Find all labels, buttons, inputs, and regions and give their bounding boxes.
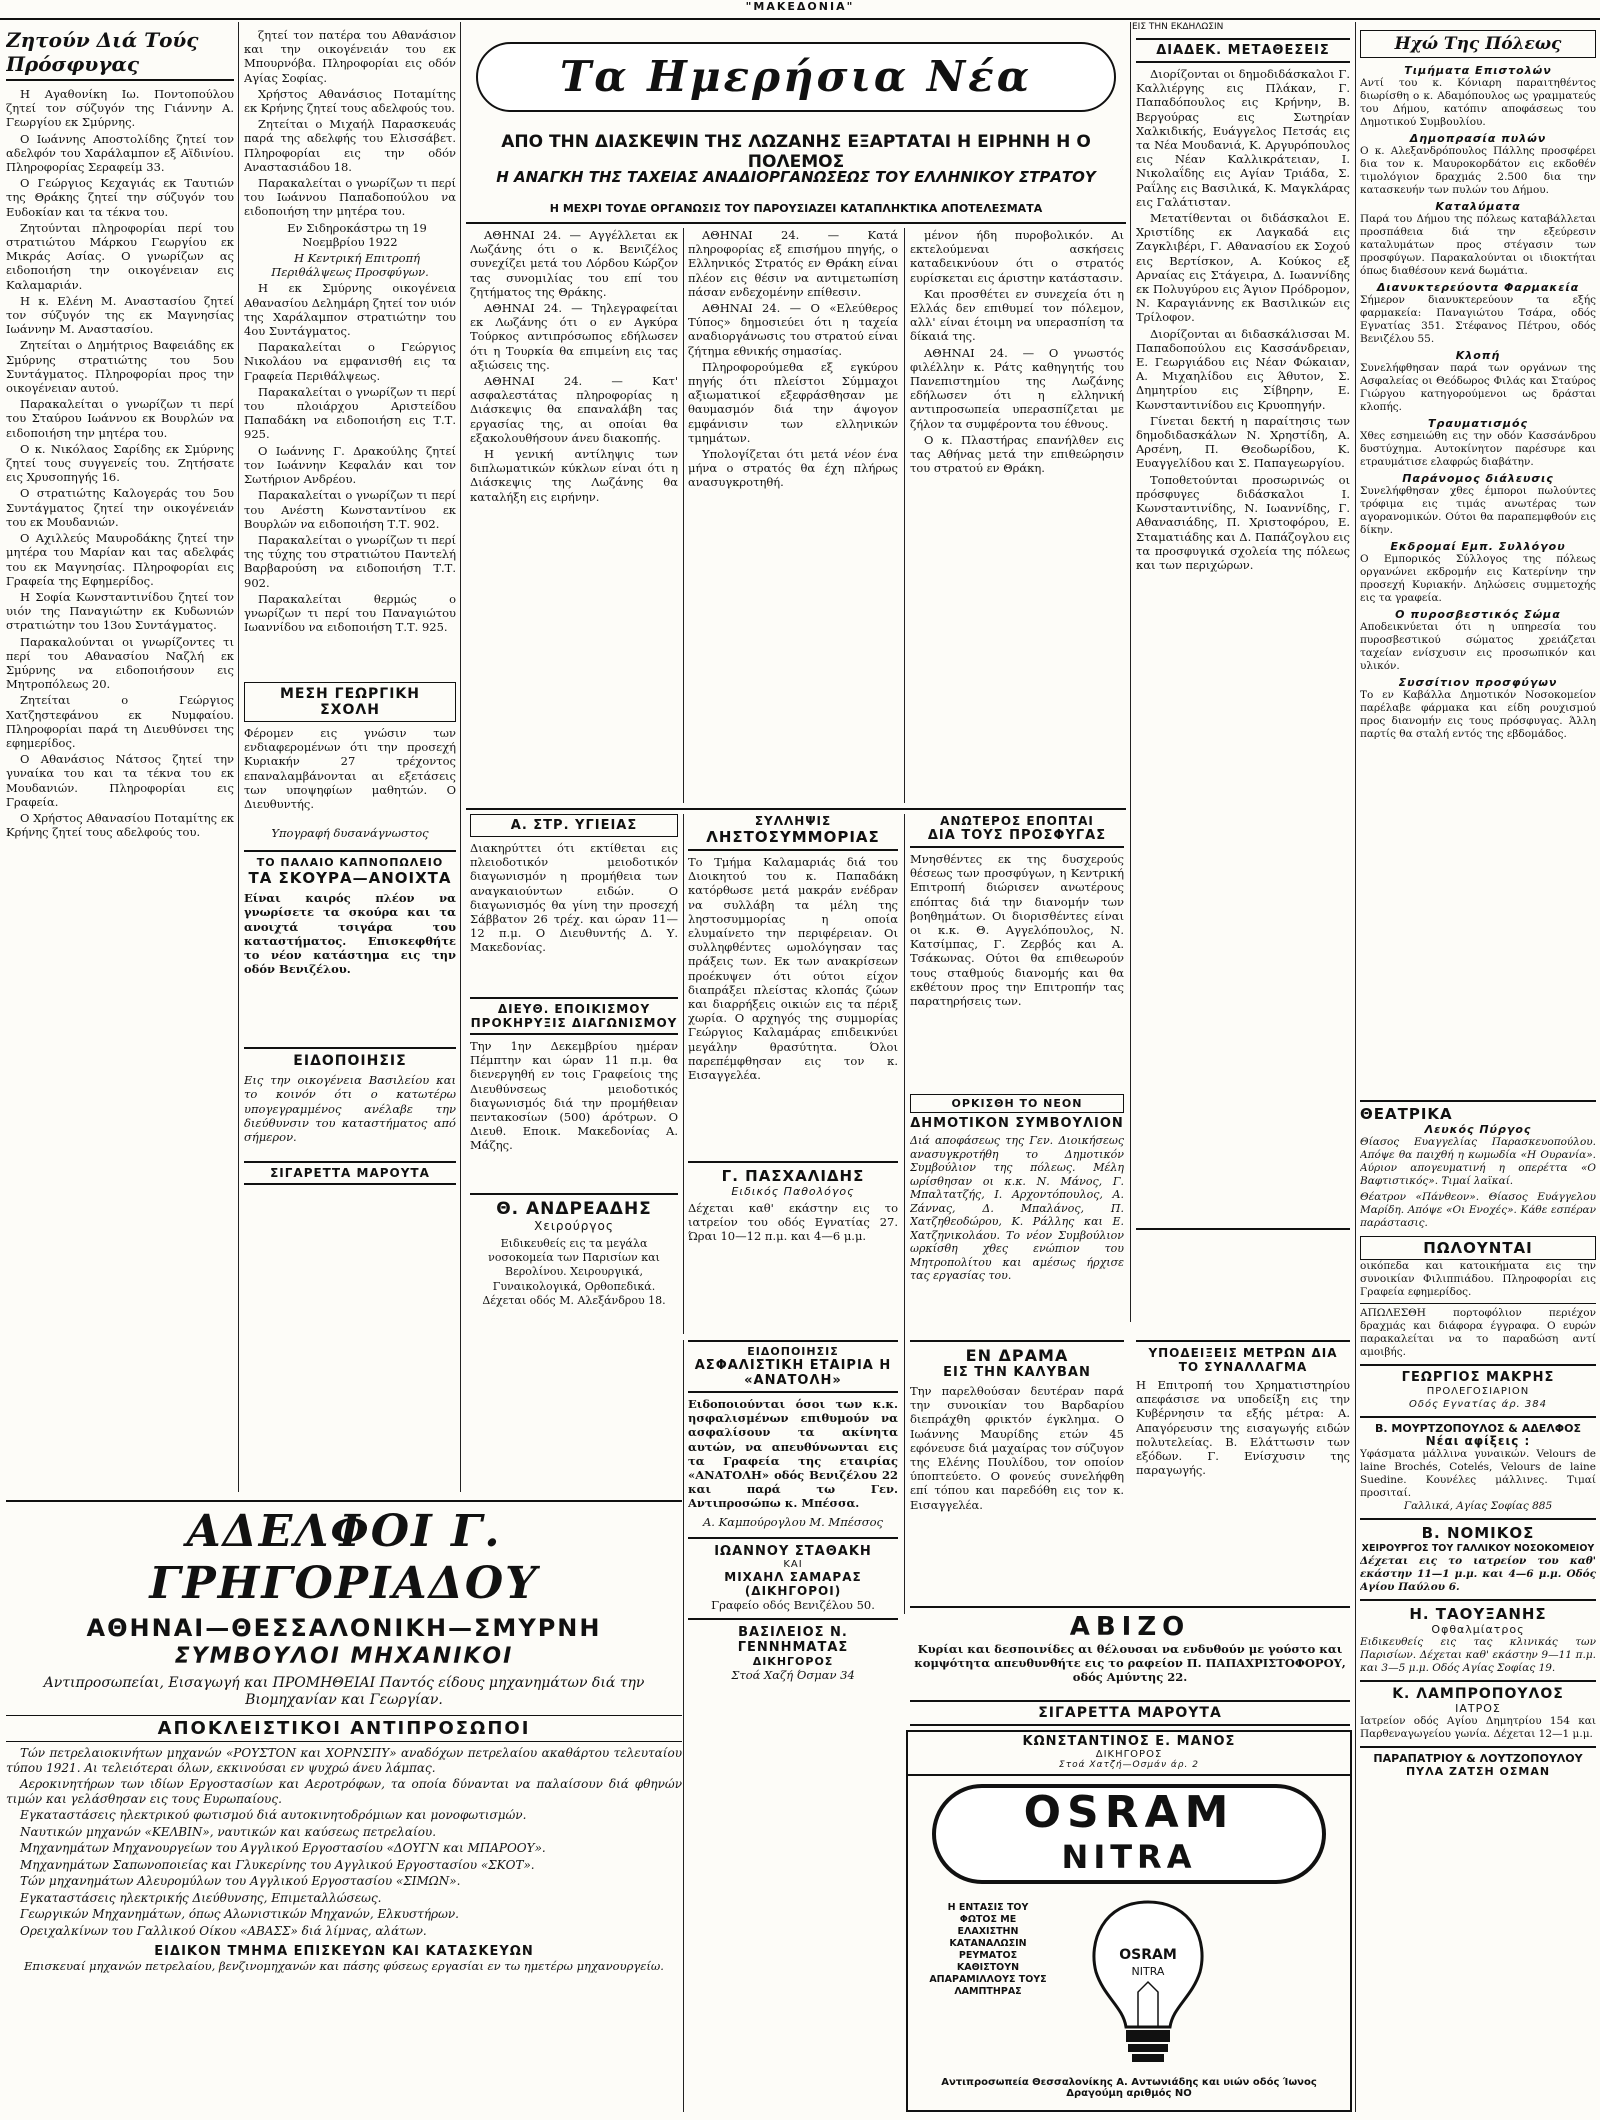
doctor2-text: Δέχεται καθ' εκάστην εις το ιατρείον του οδός Εγνατίας 27. Ώραι 10—12 π.μ. και 4—6 μ.μ. (688, 1201, 898, 1244)
news-paragraph: ΑΘΗΝΑΙ 24. — Ο γνωστός φιλέλλην κ. Ράτς καθηγητής του Πανεπιστημίου της Λωζάνης εδήλωσεν ότι η ελληνική αντιπροσωπεία υπερασπίζεται με ζήλον τα συμφέροντα του έθνους. (910, 345, 1124, 431)
echo-section-text: Συνελήφθησαν χθες έμποροι πωλούντες τρόφιμα εις τιμάς ανωτέρας των αγορανομικών. Ούτοι θα παραπεμφθούν εις δίκην. (1360, 485, 1596, 536)
doctor2-subheading: Ειδικός Παθολόγος (731, 1185, 855, 1198)
nomikos-heading: Β. ΝΟΜΙΚΟΣ (1360, 1518, 1596, 1542)
transfer-paragraph: Τοποθετούνται προσωρινώς οι πρόσφυγες διδάσκαλοι Ι. Κωνσταντινίδης, Ν. Ιωαννίδης, Γ. Αθανασιάδης, Π. Χριστοφόρου, Ε. Σταματιάδης και Δ. Παπάζογλου εις τα προσφυγικά σχολεία της πόλεως και των περιχώρων. (1136, 472, 1350, 572)
supply-text: Την 1ην Δεκεμβρίου ημέραν Πέμπτην και ώραν 11 π.μ. θα διενεργηθή εν τοις Γραφείοις της Διευθύνσεως μειοδοτικός διαγωνισμός διά την προμήθειαν πεντακοσίων (500) άρότρων. Ο Διευθ. Εποικ. Μακεδονίας Α. Μάζης. (470, 1039, 678, 1153)
lost-notice: ΑΠΩΛΕΣΘΗ πορτοφόλιον περιέχον δραχμάς και διάφορα έγγραφα. Ο ευρών παρακαλείται να το παραδώση αντί αμοιβής. (1360, 1303, 1596, 1359)
echo-section-text: Αντί του κ. Κόνιαρη παραιτηθέντος διωρίσθη ο κ. Αδαμόπουλος ως γραμματεύς του Δήμου, κατόπιν αποφάσεως του Δημοτικού Συμβουλίου. (1360, 77, 1596, 128)
transfer-paragraph: Γίνεται δεκτή η παραίτησις των δημοδιδασκάλων Ν. Χρηστίδη, Α. Αρσένη, Π. Θεοδωρίδου, Κ. Ευαγγελίδου και Σ. Παπαγεωργίου. (1136, 413, 1350, 471)
sale-text: οικόπεδα και κατοικήματα εις την συνοικίαν Φιλιππιάδου. Πληροφορίαι εις Γραφεία εφημερίδος. (1360, 1260, 1596, 1298)
nomikos-subheading: ΧΕΙΡΟΥΡΓΟΣ ΤΟΥ ΓΑΛΛΙΚΟΥ ΝΟΣΟΚΟΜΕΙΟΥ (1361, 1543, 1595, 1554)
notice-paragraph: Παρακαλείται ο γνωρίζων τι περί του Ιωάννου Παπαδοπούλου να ειδοποιήση την μητέρα του. (244, 176, 456, 219)
lawyer-address: Γραφείο οδός Βενιζέλου 50. (711, 1597, 875, 1612)
grigoriadou-item: Εγκαταστάσεις ηλεκτρικού φωτισμού διά αυτοκινητοδρόμιων και μονοφωτισμών. (20, 1808, 527, 1822)
news-paragraph: μένον ήδη πυροβολικόν. Αι εκτελούμεναι ασκήσεις καταδεικνύουν ότι ο στρατός ευρίσκεται εις άριστην κατάστασιν. (910, 228, 1124, 285)
manos-heading: ΚΩΝΣΤΑΝΤΙΝΟΣ Ε. ΜΑΝΟΣ (1022, 1734, 1236, 1749)
lightbulb-icon (1068, 1892, 1228, 2072)
top-strip (0, 0, 1600, 20)
grigoriadou-exclusive: ΑΠΟΚΛΕΙΣΤΙΚΟΙ ΑΝΤΙΠΡΟΣΩΠΟΙ (6, 1715, 682, 1742)
news-paragraph: Και προσθέτει εν συνεχεία ότι η Ελλάς δεν επιθυμεί τον πόλεμον, αλλ' είναι έτοιμη να υπερασπίση τα δίκαιά της. (910, 286, 1124, 344)
doctor-heading: Θ. ΑΝΔΡΕΑΔΗΣ (470, 1193, 678, 1219)
avizo-heading: ΑΒΙΖΟ (1069, 1612, 1191, 1642)
grigoriadou-item: Τών μηχανημάτων Αλευρομύλων του Αγγλικού Εργοστασίου «ΣΙΜΩΝ». (20, 1874, 461, 1888)
lawyer-name-3: ΒΑΣΙΛΕΙΟΣ Ν. ΓΕΝΝΗΜΑΤΑΣ (688, 1618, 898, 1655)
council-story (910, 1094, 1124, 1334)
notice-paragraph: Η Σοφία Κωνσταντινίδου ζητεί τον υιόν της Παναγιώτην εκ Κυδωνιών στρατιώτην του 13ου Συντάγματος. (6, 589, 234, 633)
echo-section-title: Καταλύματα (1435, 200, 1521, 213)
city-echo-column (1360, 30, 1596, 2115)
mourtzopoulos-address: Γαλλικά, Αγίας Σοφίας 885 (1403, 1500, 1553, 1512)
echo-section-title: Παράνομος διάλευσις (1402, 472, 1554, 485)
grigoriadou-item: Τών πετρελαιοκινήτων μηχανών «ΡΟΥΣΤΟΝ και ΧΟΡΝΣΠΥ» αναδόχων πετρελαίου ακαθάρτου τελευταίου τύπου 1921. Αι τελειότεραι όλων, εκκινούσαι εν ψυχρώ άνευ λάμπας. (6, 1746, 682, 1775)
council-heading-top: ΟΡΚΙΣΘΗ ΤΟ ΝΕΟΝ (910, 1094, 1124, 1113)
transfer-paragraph: Διορίζονται οι δημοδιδάσκαλοι Γ. Καλλιέργης εις Πλάκαν, Γ. Παπαδόπουλος εις Κρήνην, Β. Βεργούρας εις Σωτηρίαν Χαλκιδικής, Ευάγγελος Πετσάς εις τα Νέα Μουδανιά, Κ. Αργυρόπουλος εις Νέαν Καλλικράτειαν, Ι. Νικολαΐδης εις Αγίαν Τριάδα, Σ. Ραΐλης εις Βασιλικά, Κ. Μαγκλάρας εις Γαλάτισταν. (1136, 67, 1350, 209)
column-divider (904, 814, 905, 1614)
notice-paragraph: Ο Χρήστος Αθανασίου Ποταμίτης εκ Κρήνης ζητεί τους αδελφούς του. (6, 810, 234, 840)
insurance-top: ΕΙΔΟΠΟΙΗΣΙΣ (688, 1340, 898, 1358)
grigoriadou-item: Μηχανημάτων Σαπωνοποιείας και Γλυκερίνης του Αγγλικού Εργοστασίου «ΣΚΟΤ». (20, 1857, 535, 1872)
notice-paragraph: Ζητείται ο Γεώργιος Χατζηστεφάνου εκ Νυμφαίου. Πληροφορίαι παρά τη Διευθύνσει της εφημερίδος. (6, 693, 234, 750)
manos-title: ΔΙΚΗΓΟΡΟΣ (1095, 1749, 1163, 1760)
notice-paragraph: Η κ. Ελένη Μ. Αναστασίου ζητεί τον σύζυγόν της εκ Μαγνησίας Ιωάννην Μ. Αναστασίου. (6, 293, 234, 337)
drama-story-main (910, 1340, 1124, 1600)
doctor-subheading: Χειρούργος (534, 1219, 614, 1233)
echo-section-title: Διανυκτερεύοντα Φαρμακεία (1376, 281, 1580, 294)
notice-paragraph: Παρακαλείται θερμώς ο γνωρίζων τι περί του Παναγιώτου Ιωαννίδου να ειδοποιήση Τ.Τ. 925. (244, 591, 456, 635)
news-column-3 (910, 228, 1124, 803)
measures-heading: ΥΠΟΔΕΙΞΕΙΣ ΜΕΤΡΩΝ ΔΙΑ ΤΟ ΣΥΝΑΛΛΑΓΜΑ (1136, 1340, 1350, 1374)
grigoriadou-item: Ορειχαλκίνων του Γαλλικού Οίκου «ΑΒΑΣΣ» διά λίμνας, αλάτων. (20, 1923, 427, 1938)
avizo-ad (910, 1606, 1350, 1696)
notice-paragraph: Ο Αθανάσιος Νάτσος ζητεί την γυναίκα του και τα τέκνα του εκ Μουδανιών. Πληροφορίαι εις Γραφεία. (6, 752, 234, 809)
osram-model: NITRA (1061, 1838, 1197, 1876)
news-paragraph: ΑΘΗΝΑΙ 24. — Κατ' ασφαλεστάτας πληροφορίας η Διάσκεψις θα επαναλάβη τας εργασίας της, αι οποίαι θα εξακολουθήσουν άνευ διακοπής. (470, 374, 678, 445)
cigarette-ad-2: ΣΙΓΑΡΕΤΤΑ ΜΑΡΟΥΤΑ (910, 1700, 1350, 1726)
grigoriadou-item: Εγκαταστάσεις ηλεκτρικής Διεύθυνσης, Επιμεταλλώσεως. (20, 1890, 382, 1905)
nomikos-text: Δέχεται εις το ιατρείον του καθ' εκάστην 11—1 μ.μ. και 4—6 μ.μ. Οδός Αγίου Παύλου 6. (1360, 1555, 1596, 1593)
grigoriadou-subtitle: ΣΥΜΒΟΥΛΟΙ ΜΗΧΑΝΙΚΟΙ (174, 1644, 514, 1669)
tertiary-headline: Η ΜΕΧΡΙ ΤΟΥΔΕ ΟΡΓΑΝΩΣΙΣ ΤΟΥ ΠΑΡΟΥΣΙΑΖΕΙ ΚΑΤΑΠΛΗΚΤΙΚΑ ΑΠΟΤΕΛΕΣΜΑΤΑ (549, 202, 1043, 215)
notice-sign: Η Κεντρική Επιτροπή Περιθάλψεως Προσφύγων. (271, 251, 429, 280)
shop-text: Είναι καιρός πλέον να γνωρίσετε τα σκούρα και τα ανοιχτά τσιγάρα του καταστήματος. Επισκεφθήτε το νέον κατάστημα εις την οδόν Βενιζέλου. (244, 891, 456, 977)
echo-section-text: Αποδεικνύεται ότι η υπηρεσία του πυροσβεστικού σώματος χρειάζεται ταχείαν ενίσχυσιν εις προσωπικόν και υλικόν. (1360, 621, 1596, 672)
echo-section-text: Ο Εμπορικός Σύλλογος της πόλεως οργανώνει εκδρομήν εις Κατερίνην την προσεχή Κυριακήν. Δηλώσεις συμμετοχής εις τα γραφεία. (1360, 553, 1596, 604)
transfers-heading: ΔΙΑΔΕΚ. ΜΕΤΑΘΕΣΕΙΣ (1136, 38, 1350, 63)
top-strip-title: "ΜΑΚΕΔΟΝΙΑ" (745, 0, 855, 13)
doctor-text: Ειδικευθείς εις τα μεγάλα νοσοκομεία των Παρισίων και Βερολίνου. Χειρουργικά, Γυναικολογικά, Ορθοπεδικά. Δέχεται οδός Μ. Αλεξάνδρου 18. (482, 1237, 666, 1307)
echo-section-text: Παρά του Δήμου της πόλεως καταβάλλεται προσπάθεια διά την εξεύρεσιν καταλυμάτων προς στέγασιν των προσφύγων. Παρακαλούνται οι ιδιοκτήται όπως διαθέσουν κενά δωμάτια. (1360, 213, 1596, 277)
notice-date: Εν Σιδηροκάστρω τη 19 Νοεμβρίου 1922 (287, 220, 427, 249)
council-heading: ΔΗΜΟΤΙΚΟΝ ΣΥΜΒΟΥΛΙΟΝ (910, 1116, 1124, 1131)
insurance-sign: Α. Καμπούρογλου Μ. Μπέσσος (703, 1514, 883, 1529)
grigoriadou-ad (6, 1506, 682, 2112)
theatre-text-2: Θέατρον «Πάνθεον». Θίασος Ευάγγελου Μαρίδη. Απόψε «Οι Ενοχές». Κάθε εσπέραν παράστασις. (1360, 1191, 1596, 1229)
notice-paragraph: Ο Αχιλλεύς Μαυροδάκης ζητεί την μητέρα του Μαρίαν και τας αδελφάς του εκ Μαγνησίας. Πληροφορίαι εις Γραφεία της Εφημερίδος. (6, 531, 234, 588)
theatre-heading: ΘΕΑΤΡΙΚΑ (1360, 1100, 1596, 1123)
column-divider (1355, 22, 1356, 2112)
news-paragraph: Υπολογίζεται ότι μετά νέον ένα μήνα ο στρατός θα έχη πλήρως ανασυγκροτηθή. (688, 447, 898, 490)
section-rule (1136, 1228, 1350, 1230)
news-paragraph: Η γενική αντίληψις των διπλωματικών κύκλων είναι ότι η Διάσκεψις της Λωζάνης θα καταλήξη εις ειρήνην. (470, 447, 678, 504)
theatre-text: Θίασος Ευαγγελίας Παρασκευοπούλου. Απόψε θα παιχθή η κωμωδία «Η Ουρανία». Αύριον απογευματινή η οπερέττα «Ο Βαφτιστικός». Τιμαί λαϊκαί. (1360, 1136, 1596, 1187)
drama-text: Την παρελθούσαν δευτέραν παρά την συνοικίαν του Βαρδαρίου διεπράχθη φρικτόν έγκλημα. Ο Ιωάννης Μαυρίδης ετών 45 εφόνευσε διά μαχαίρας τον σύζυγον της Ελένης Πουλίδου, τον οποίον ύποπτεύετο. Ο φονεύς συνελήφθη επί τόπου και παρεδόθη εις τον κ. Εισαγγελέα. (910, 1384, 1124, 1512)
lampropoulos-subheading: ΙΑΤΡΟΣ (1455, 1702, 1501, 1715)
theatre-subheading: Λευκός Πύργος (1424, 1123, 1532, 1136)
taouxanis-text: Ειδικευθείς εις τας κλινικάς των Παρισίων. Δέχεται καθ' εκάστην 9—11 π.μ. και 3—5 μ.μ. Οδός Αγίας Σοφίας 19. (1360, 1636, 1596, 1674)
health-notice (470, 814, 678, 1334)
echo-section-title: Τιμήματα Επιστολών (1404, 64, 1552, 77)
osram-brand: OSRAM (1023, 1787, 1235, 1838)
insurance-ad (688, 1340, 898, 1780)
measures-story (1136, 1340, 1350, 1590)
notice-paragraph: Η Αγαθονίκη Ιω. Ποντοπούλου ζητεί τον σύζυγόν της Γιάννην Α. Γεωργίου εκ Σμύρνης. (6, 87, 234, 130)
health-heading: Α. ΣΤΡ. ΥΓΙΕΙΑΣ (470, 814, 678, 837)
taouxanis-subheading: Οφθαλμίατρος (1431, 1623, 1525, 1636)
refugee-notices (6, 87, 234, 839)
lawyer-3-title: ΔΙΚΗΓΟΡΟΣ (752, 1655, 834, 1669)
column-divider (683, 1340, 684, 2112)
headline-rule (466, 222, 1126, 224)
grigoriadou-line: Αντιπροσωπείαι, Εισαγωγή και ΠΡΟΜΗΘΕΙΑΙ Παντός είδους μηχανημάτων διά την Βιομηχανίαν και Γεωργίαν. (43, 1675, 645, 1708)
echo-section-title: Ο πυροσβεστικός Σώμα (1395, 608, 1561, 621)
osram-ad (906, 1730, 1352, 2112)
notice-paragraph: Παρακαλούνται οι γνωρίζοντες τι περί του Αθανασίου Ναζλή εκ Σμύρνης να ειδοποιήσουν εις Μητροπόλεως 20. (6, 634, 234, 692)
arrest-heading-top: ΣΥΛΛΗΨΙΣ (754, 814, 832, 828)
echo-section-text: Συνελήφθησαν παρά των οργάνων της Ασφαλείας οι Θεόδωρος Φιλάς και Σταύρος Γιώργου κατηγορούμενοι ως δράσται κλοπής. (1360, 362, 1596, 413)
transfer-paragraph: Διορίζονται αι διδασκάλισσαι Μ. Παπαδοπούλου εις Κασσάνδρειαν, Ε. Γεωργιάδου εις Νέαν Φώκαιαν, Α. Μιχαηλίδου εις Άθυτον, Σ. Δημητρίου εις Σίβηρην, Ε. Κωνσταντινίδου εις Κρυοπηγήν. (1136, 326, 1350, 412)
news-paragraph: ΑΘΗΝΑΙ 24. — Ο «Ελεύθερος Τύπος» δημοσιεύει ότι η ταχεία αναδιοργάνωσις του στρατού είναι ζήτημα εθνικής σημασίας. (688, 301, 898, 358)
grigoriadou-item: Γεωργικών Μηχανημάτων, όπως Αλωνιστικών Μηχανών, Ελκυστήρων. (20, 1907, 459, 1921)
notice-paragraph: Παρακαλείται ο γνωρίζων τι περί της τύχης του στρατιώτου Παντελή Βαρβαρούση να ειδοποιήση Τ.Τ. 902. (244, 532, 456, 590)
supply-heading: ΔΙΕΥΘ. ΕΠΟΙΚΙΣΜΟΥ ΠΡΟΚΗΡΥΞΙΣ ΔΙΑΓΩΝΙΣΜΟΥ (470, 997, 678, 1035)
manos-address: Στοά Χατζή—Οσμάν άρ. 2 (1059, 1760, 1199, 1770)
grigoriadou-title: ΑΔΕΛΦΟΙ Γ. ΓΡΗΓΟΡΙΑΔΟΥ (149, 1506, 539, 1609)
notice-paragraph: Ζητείται ο Μιχαήλ Παρασκευάς παρά της αδελφής του Ελισσάβετ. Πληροφορίαι εις την οδόν Αναστασιάδου 18. (244, 117, 456, 174)
transfer-paragraph: Μετατίθενται οι διδάσκαλοι Ε. Χριστίδης εκ Λαγκαδά εις Ζαγκλιβέρι, Γ. Αθανασίου εκ Σοχού εις Βερτίσκον, Α. Κούκος εξ Αρναίας εις Στάγειρα, Δ. Ιωαννίδης εκ Πολυγύρου εις Άγιον Πρόδρομον, Ν. Καραγιάννης εκ Βασιλικών εις Τρίλοφον. (1136, 211, 1350, 325)
news-paragraph: ΑΘΗΝΑΙ 24. — Αγγέλλεται εκ Λωζάνης ότι ο κ. Βενιζέλος συνεχίζει μετά του Λόρδου Κώρζον τας συνομιλίας του επί του ζητήματος της Θράκης. (470, 228, 678, 299)
column-divider (238, 22, 239, 1492)
osram-brand-box (932, 1784, 1326, 1884)
section-rule (466, 808, 1126, 810)
parapatriou-subheading: ΠΥΛΑ ΖΑΤΣΗ ΟΣΜΑΝ (1405, 1765, 1551, 1778)
newspaper-title: Τα Ημερήσια Νέα (559, 52, 1033, 101)
lawyer-name-2: ΜΙΧΑΗΛ ΣΑΜΑΡΑΣ (ΔΙΚΗΓΟΡΟΙ) (724, 1569, 862, 1598)
refugee-column (6, 28, 234, 1493)
grigoriadou-footer: ΕΙΔΙΚΟΝ ΤΜΗΜΑ ΕΠΙΣΚΕΥΩΝ ΚΑΙ ΚΑΤΑΣΚΕΥΩΝ (154, 1944, 534, 1959)
lawyer-3-address: Στοά Χαζή Όσμαν 34 (731, 1668, 855, 1683)
insurance-heading: ΑΣΦΑΛΙΣΤΙΚΗ ΕΤΑΙΡΙΑ Η «ΑΝΑΤΟΛΗ» (688, 1358, 898, 1393)
insurance-text: Ειδοποιούνται όσοι των κ.κ. ησφαλισμένων επιθυμούν να ασφαλίσουν τα ακίνητα αυτών, να απευθύνωνται εις τα Γραφεία της εταιρίας «ΑΝΑΤΟΛΗ» οδός Βενιζέλου 22 και παρά τω Γεν. Αντιπροσώπω κ. Μπέσσα. (688, 1397, 898, 1511)
school-heading: ΜΕΣΗ ΓΕΩΡΓΙΚΗ ΣΧΟΛΗ (244, 682, 456, 722)
doctor2-heading: Γ. ΠΑΣΧΑΛΙΔΗΣ (688, 1161, 898, 1185)
news-paragraph: ΑΘΗΝΑΙ 24. — Τηλεγραφείται εκ Λωζάνης ότι ο εν Αγκύρα Τούρκος αντιπρόσωπος εδήλωσεν ότι η Τουρκία θα επιμείνη εις τας αξιώσεις της. (470, 301, 678, 372)
refugee-heading: Ζητούν Διά Τούς Πρόσφυγας (6, 28, 234, 81)
parapatriou-heading: ΠΑΡΑΠΑΤΡΙΟΥ & ΛΟΥΤΖΟΠΟΥΛΟΥ (1360, 1746, 1596, 1765)
notice-paragraph: Ο στρατιώτης Καλογεράς του 5ου Συντάγματος ζητεί την οικογένειάν του εκ Μουδανιών. (6, 486, 234, 529)
notice-paragraph: Ο Γεώργιος Κεχαγιάς εκ Ταυτιών της Θράκης ζητεί την σύζυγόν του Ευδοκίαν και τα τέκνα του. (6, 176, 234, 219)
upper-inspectors-story (910, 814, 1124, 1094)
grigoriadou-item: Μηχανημάτων Μηχανουργείων του Αγγλικού Εργοστασίου «ΔΟΥΓΝ και ΜΠΑΡΟΟΥ». (20, 1841, 546, 1855)
secondary-headline: Η ΑΝΑΓΚΗ ΤΗΣ ΤΑΧΕΙΑΣ ΑΝΑΔΙΟΡΓΑΝΩΣΕΩΣ ΤΟΥ ΕΛΛΗΝΙΚΟΥ ΣΤΡΑΤΟΥ (496, 168, 1096, 186)
echo-section-text: Χθες εσημειώθη εις την οδόν Κασσάνδρου δυστύχημα. Αυτοκίνητον παρέσυρε και ετραυμάτισε ελαφρώς διαβάτην. (1360, 430, 1596, 468)
drama-heading: ΕΙΣ ΤΗΝ ΚΑΛΥΒΑΝ (943, 1365, 1091, 1380)
upper-text: Μνησθέντες εκ της δυσχερούς θέσεως των προσφύγων, η Κεντρική Επιτροπή διώρισεν ανωτέρους επόπτας διά την διανομήν των βοηθημάτων. Οι διορισθέντες είναι οι κ.κ. Θ. Αγγελόπουλος, Ν. Κατσίμπας, Γ. Ζερβός και Α. Τσάκωνας. Ούτοι θα επιθεωρούν τους σταθμούς διανομής και θα εκθέτουν προς την Επιτροπήν τας παρατηρήσεις των. (910, 852, 1124, 1009)
column-divider (683, 228, 684, 803)
arrest-text: Το Τμήμα Καλαμαριάς διά του Διοικητού του κ. Παπαδάκη κατόρθωσε μετά μακράν ενέδραν να συλλάβη τα μέλη της ληστοσυμμορίας η οποία ελυμαίνετο την περιφέρειαν. Οι συλληφθέντες ωμολόγησαν τας πράξεις των. Εκ των ανακρίσεων προέκυψεν ότι ούτοι είχον διαπράξει πλείστας κλοπάς ζώων και διαρρήξεις οικιών εις τα πέριξ χωρία. Ο αρχηγός της συμμορίας Γεώργιος Καλαμάρας επιδεικνύει μεγάλην θρασύτητα. Όλοι παρεπέμφθησαν εις τον κ. Εισαγγελέα. (688, 855, 898, 1083)
column-divider (904, 228, 905, 803)
manos-inline (908, 1732, 1350, 1776)
council-text: Διά αποφάσεως της Γεν. Διοικήσεως ανασυγκροτήθη το Δημοτικόν Συμβούλιον της πόλεως. Μέλη ωρίσθησαν οι κ.κ. Ν. Μάνος, Γ. Μπαλτατζής, Ι. Αρχοντόπουλος, Α. Ζάννας, Δ. Μπαλάνος, Π. Χατζηθεοδώρου, Κ. Ράλλης και Ε. Χατζηνικολάου. Το νέον Συμβούλιον ωρκίσθη χθες ενώπιον του Μητροπολίτου και αμέσως ήρχισε τας εργασίας του. (910, 1134, 1124, 1282)
shop-heading: ΤΑ ΣΚΟΥΡΑ—ΑΝΟΙΧΤΑ (248, 869, 452, 888)
notice-paragraph: Παρακαλείται ο γνωρίζων τι περί του πλοιάρχου Αριστείδου Παπαδάκη να ειδοποιήση εις Τ.Τ. 925. (244, 384, 456, 442)
second-column (244, 28, 456, 1493)
osram-text: Η ΕΝΤΑΣΙΣ ΤΟΥ ΦΩΤΟΣ ΜΕ ΕΛΑΧΙΣΤΗΝ ΚΑΤΑΝΑΛΩΣΙΝ ΡΕΥΜΑΤΟΣ ΚΑΘΙΣΤΟΥΝ ΑΠΑΡΑΜΙΛΛΟΥΣ ΤΟΥΣ ΛΑΜΠΤΗΡΑΣ (929, 1902, 1047, 1997)
notices-text: Εις την οικογένεια Βασιλείου και το κοινόν ότι ο κατωτέρω υπογεγραμμένος ανέλαβε την διεύθυνσιν του καταστήματος από σήμερον. (244, 1073, 456, 1145)
notice-paragraph: Ο κ. Νικόλαος Σαρίδης εκ Σμύρνης ζητεί τους συγγενείς του. Ζητήσατε εις Χρυσοπηγής 16. (6, 441, 234, 485)
arrest-story (688, 814, 898, 1334)
notice-paragraph: Παρακαλείται ο Γεώργιος Νικολάου να εμφανισθή εις τα Γραφεία Περιθάλψεως. (244, 340, 456, 383)
grigoriadou-item: Αεροκινητήρων των ιδίων Εργοστασίων και Αεροτρόφων, τα οποία δύνανται να παλαίσουν διά φθηνών τιμών και γελάσθησαν εις τους Ευρωπαίους. (6, 1777, 682, 1806)
transfers-column (1136, 38, 1350, 1318)
news-paragraph: Ο κ. Πλαστήρας επανήλθεν εις τας Αθήνας μετά την επιθεώρησιν του στρατού εν Θράκη. (910, 432, 1124, 476)
lawyer-and: ΚΑΙ (783, 1558, 803, 1570)
column-divider (460, 22, 461, 1492)
lampropoulos-text: Ιατρείον οδός Αγίου Δημητρίου 154 και Παρθεναγωγείου γωνία. Δέχεται 12—1 μ.μ. (1360, 1715, 1596, 1740)
grigoriadou-cities: ΑΘΗΝΑΙ—ΘΕΣΣΑΛΟΝΙΚΗ—ΣΜΥΡΝΗ (86, 1614, 602, 1642)
notice-paragraph: Ο Ιωάννης Αποστολίδης ζητεί τον αδελφόν του Χαράλαμπον εξ Αϊδινίου. Πληροφορίας Σεραφείμ 33. (6, 131, 234, 175)
column-divider (1130, 22, 1131, 1322)
bulb-model: NITRA (1131, 1965, 1165, 1978)
echo-section-title: Εκδρομαί Εμπ. Συλλόγου (1390, 540, 1566, 553)
bulb-brand: OSRAM (1119, 1947, 1177, 1963)
avizo-text: Κυρίαι και δεσποινίδες αι θέλουσαι να ενδυθούν με γούστο και κομψότητα απευθυνθήτε εις το ραφείον Π. ΠΑΠΑΧΡΙΣΤΟΦΟΡΟΥ, οδός Αμύντης 22. (914, 1642, 1346, 1685)
notice-paragraph: Ζητείται ο Δημήτριος Βαφειάδης εκ Σμύρνης στρατιώτης του 5ου Συντάγματος. Πληροφορίαι προς την οικογένειαν αυτού. (6, 338, 234, 396)
echo-section-title: Κλοπή (1455, 349, 1501, 362)
top-strip-right-label: ΕΙΣ ΤΗΝ ΕΚΔΗΛΩΣΙΝ (1132, 22, 1224, 32)
school-sign: Υπογραφή δυσανάγνωστος (271, 826, 429, 840)
mourtzopoulos-subheading: Νέαι αφίξεις : (1425, 1434, 1531, 1448)
column-divider (683, 814, 684, 1334)
news-paragraph: Πληροφορούμεθα εξ εγκύρου πηγής ότι πλείστοι Σύμμαχοι αξιωματικοί εξεφράσθησαν με θαυμασμόν διά την άψογον εμφάνισιν των ελληνικών τμημάτων. (688, 359, 898, 445)
echo-section-text: Ο κ. Αλεξανδρόπουλος Πάλλης προσφέρει δια τον κ. Μαυροκορδάτον εις εκδοθέν τιμολόγιον δραχμάς 2.500 δια την κατασκευήν των πυλών του Δήμου. (1360, 145, 1596, 196)
bottom-ad-rule (6, 1500, 682, 1502)
city-echo-heading: Ηχώ Της Πόλεως (1360, 30, 1596, 58)
health-text: Διακηρύττει ότι εκτίθεται εις πλειοδοτικόν μειοδοτικόν διαγωνισμόν η προμήθεια των αναγκαιούντων ειδών. Ο διαγωνισμός θα γίνη την προσεχή Σάββατον 26 τρέχ. και ώραν 11—12 π.μ. Ο Διευθυντής Δ. Υ. Μακεδονίας. (470, 841, 678, 955)
measures-text: Η Επιτροπή του Χρηματιστηρίου απεφάσισε να υποδείξη εις την Κυβέρνησιν τα εξής μέτρα: Α. Απαγόρευσιν της εισαγωγής ειδών πολυτελείας. Β. Ελάττωσιν των εξόδων. Γ. Ενίσχυσιν της παραγωγής. (1136, 1378, 1350, 1478)
echo-section-text: Το εν Καβάλλα Δημοτικόν Νοσοκομείον παρέλαβε φάρμακα και είδη ρουχισμού προς διανομήν εις τους πρόσφυγας. Άλλη παρτίς θα σταλή εντός της εβδομάδος. (1360, 689, 1596, 740)
news-column-2 (688, 228, 898, 803)
notice-paragraph: Ζητούνται πληροφορίαι περί του στρατιώτου Μάρκου Γεωργίου εκ Μικράς Ασίας. Ο γνωρίζων ας ειδοποιήση την οικογένειαν εις Καλαμαριάν. (6, 220, 234, 292)
echo-section-title: Συσσίτιον προσφύγων (1398, 676, 1558, 689)
echo-section-title: Τραυματισμός (1427, 417, 1529, 430)
notice-paragraph: Παρακαλείται ο γνωρίζων τι περί του Ανέστη Κωνσταντίνου εκ Βουρλών να ειδοποιήση Τ.Τ. 902. (244, 488, 456, 531)
notice-paragraph: ζητεί τον πατέρα του Αθανάσιον και την οικογένειάν του εκ Μπουρνόβα. Πληροφορίαι εις οδόν Αγίας Σοφίας. (244, 28, 456, 85)
notice-paragraph: Παρακαλείται ο γνωρίζων τι περί του Σταύρου Ιωάννου εκ Βουρλών να ειδοποιήση την μητέρα του. (6, 397, 234, 440)
school-text: Φέρομεν εις γνώσιν των ενδιαφερομένων ότι την προσεχή Κυριακήν 27 τρέχοντος επαναλαμβάνονται αι εξετάσεις των υποψηφίων μαθητών. Ο Διευθυντής. (244, 726, 456, 812)
shop-heading-top: ΤΟ ΠΑΛΑΙΟ ΚΑΠΝΟΠΩΛΕΙΟ (244, 850, 456, 869)
masthead-banner (476, 42, 1116, 112)
notice-paragraph: Η εκ Σμύρνης οικογένεια Αθανασίου Δελημάρη ζητεί τον υιόν της Χαράλαμπον στρατιώτην του 4ου Συντάγματος. (244, 281, 456, 339)
main-headline: ΑΠΟ ΤΗΝ ΔΙΑΣΚΕΨΙΝ ΤΗΣ ΛΩΖΑΝΗΣ ΕΞΑΡΤΑΤΑΙ Η ΕΙΡΗΝΗ Η Ο ΠΟΛΕΜΟΣ (501, 132, 1091, 172)
mourtzopoulos-text: Υφάσματα μάλλινα γυναικών. Velours de laine Brochés, Cotelés, Velours de laine Suedine. Κουνέλες μάλλινες. Τιμαί προσιταί. (1360, 1448, 1596, 1499)
taouxanis-heading: Η. ΤΑΟΥΞΑΝΗΣ (1360, 1599, 1596, 1623)
notice-paragraph: Χρήστος Αθανάσιος Ποταμίτης εκ Κρήνης ζητεί τους αδελφούς του. (244, 86, 456, 116)
notice-paragraph: Ο Ιωάννης Γ. Δρακούλης ζητεί τον Ιωάννην Κεφαλάν και τον Σωτήριον Ανδρέου. (244, 443, 456, 487)
osram-footer: Αντιπροσωπεία Θεσσαλονίκης Α. Αντωνιάδης και υιών οδός Ίωνος Δραγούμη αριθμός ΝΟ (941, 2077, 1317, 2099)
news-column-1 (470, 228, 678, 803)
upper-heading: ΔΙΑ ΤΟΥΣ ΠΡΟΣΦΥΓΑΣ (910, 828, 1124, 848)
grigoriadou-item: Ναυτικών μηχανών «ΚΕΛΒΙΝ», ναυτικών και καύσεως πετρελαίου. (20, 1824, 437, 1839)
news-paragraph: ΑΘΗΝΑΙ 24. — Κατά πληροφορίας εξ επισήμου πηγής, ο Ελληνικός Στρατός εν Θράκη είναι πλέον εις θέσιν να αντιμετωπίση πάσαν ενδεχομένην επίθεσιν. (688, 228, 898, 299)
echo-section-title: Δημοπρασία πυλών (1409, 132, 1547, 145)
lampropoulos-heading: Κ. ΛΑΜΠΡΟΠΟΥΛΟΣ (1360, 1680, 1596, 1702)
upper-heading-top: ΑΝΩΤΕΡΟΣ ΕΠΟΠΤΑΙ (940, 814, 1094, 828)
cigarette-ad: ΣΙΓΑΡΕΤΤΑ ΜΑΡΟΥΤΑ (244, 1161, 456, 1185)
makris-heading: ΓΕΩΡΓΙΟΣ ΜΑΚΡΗΣ (1360, 1364, 1596, 1385)
drama-heading-top: ΕΝ ΔΡΑΜΑ (910, 1340, 1124, 1365)
makris-subheading: ΠΡΟΛΕΓΟΣΙΑΡΙΟΝ (1426, 1386, 1530, 1397)
mourtzopoulos-heading: Β. ΜΟΥΡΤΖΟΠΟΥΛΟΣ & ΑΔΕΛΦΟΣ (1360, 1416, 1596, 1435)
echo-section-text: Σήμερον διανυκτερεύουν τα εξής φαρμακεία: Παναγιώτου Τσάρα, οδός Εγνατίας 351. Στέφανος Πέτρου, οδός Βενιζέλου 55. (1360, 294, 1596, 345)
sale-heading: ΠΩΛΟΥΝΤΑΙ (1360, 1236, 1596, 1260)
grigoriadou-footer-2: Επισκευαί μηχανών πετρελαίου, βενζινομηχανών και πάσης φύσεως εργασίαι εν τω ημετέρω μηχανουργείω. (24, 1959, 664, 1973)
notices-heading: ΕΙΔΟΠΟΙΗΣΙΣ (244, 1047, 456, 1069)
arrest-heading: ΛΗΣΤΟΣΥΜΜΟΡΙΑΣ (688, 828, 898, 851)
lawyer-name-1: ΙΩΑΝΝΟΥ ΣΤΑΘΑΚΗ (688, 1537, 898, 1559)
makris-address: Οδός Εγνατίας άρ. 384 (1409, 1399, 1547, 1410)
